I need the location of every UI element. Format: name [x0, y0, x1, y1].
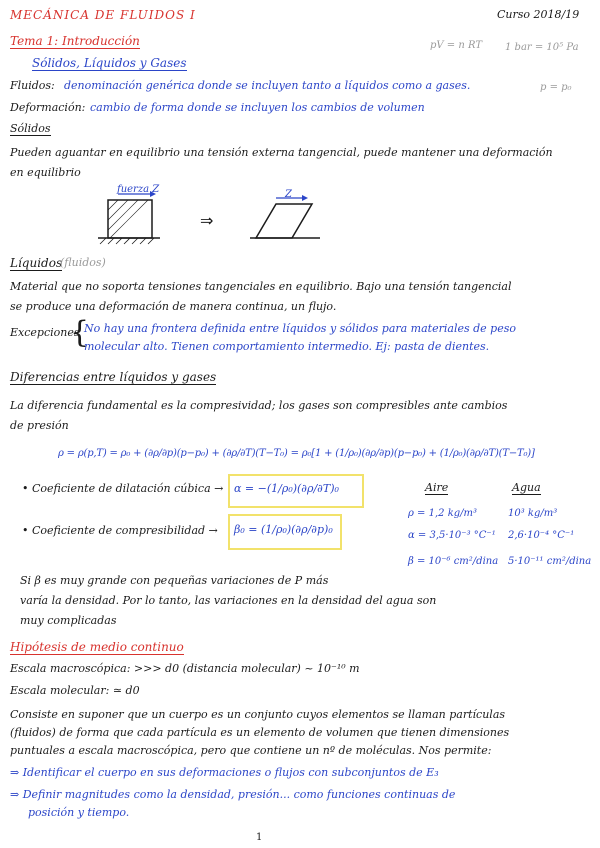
hipotesis-bullet-3: posición y tiempo. — [28, 806, 130, 819]
escala-macroscopica: Escala macroscópica: >>> d0 (distancia molecular) ~ 10⁻¹⁰ m — [10, 662, 360, 675]
alpha-agua: 2,6·10⁻⁴ °C⁻¹ — [508, 530, 575, 541]
hipotesis-paragraph-1: Consiste en suponer que un cuerpo es un conjunto cuyos elementos se llaman partículas — [10, 708, 506, 721]
alpha-equation: α = −(1/ρ₀)(∂ρ/∂T)₀ — [234, 482, 339, 495]
beta-paragraph-1: Si β es muy grande con pequeñas variaciones de P más — [20, 574, 329, 587]
diferencias-paragraph-1: La diferencia fundamental es la compresividad; los gases son compresibles ante cambios — [10, 399, 508, 412]
beta-label: • Coeficiente de compresibilidad → — [22, 524, 218, 537]
hipotesis-heading: Hipótesis de medio continuo — [10, 640, 184, 654]
rho-aire: ρ = 1,2 kg/m³ — [408, 508, 478, 519]
tema-title: Tema 1: Introducción — [10, 34, 140, 48]
liquidos-heading: Líquidos — [10, 256, 63, 270]
density-expansion-equation: ρ = ρ(p,T) = ρ₀ + (∂ρ/∂p)(p−p₀) + (∂ρ/∂T)(T−T₀) = ρ₀[1 + (1/ρ₀)(∂ρ/∂p)(p−p₀) + (1/ρ₀)(∂ρ/∂T)(T−T₀)] — [58, 448, 535, 459]
beta-equation: β₀ = (1/ρ₀)(∂ρ/∂p)₀ — [234, 523, 333, 536]
figure-label-left: fuerza Z — [117, 184, 160, 195]
beta-paragraph-3: muy complicadas — [20, 614, 117, 627]
col-aire: Aire — [425, 481, 449, 494]
corner-note-pv: pV = n RT — [430, 40, 483, 51]
solidos-heading: Sólidos — [10, 122, 51, 135]
corner-note-peq: p = p₀ — [540, 82, 572, 93]
beta-aire: β = 10⁻⁶ cm²/dina — [408, 556, 499, 567]
diferencias-paragraph-2: de presión — [10, 419, 69, 432]
hipotesis-bullet-2: ⇒ Definir magnitudes como la densidad, presión... como funciones continuas de — [10, 788, 456, 801]
beta-paragraph-2: varía la densidad. Por lo tanto, las variaciones en la densidad del agua son — [20, 594, 437, 607]
beta-agua: 5·10⁻¹¹ cm²/dina — [508, 556, 592, 567]
liquidos-paragraph-1: Material que no soporta tensiones tangenciales en equilibrio. Bajo una tensión tangencial — [10, 280, 512, 293]
alpha-label: • Coeficiente de dilatación cúbica → — [22, 482, 224, 495]
deformacion-definition: cambio de forma donde se incluyen los cambios de volumen — [90, 101, 425, 114]
solidos-paragraph-1: Pueden aguantar en equilibrio una tensión externa tangencial, puede mantener una deformación — [10, 146, 553, 159]
fluidos-definition: denominación genérica donde se incluyen tanto a líquidos como a gases. — [64, 79, 471, 92]
hipotesis-paragraph-2: (fluidos) de forma que cada partícula es un elemento de volumen que tienen dimensiones — [10, 726, 510, 739]
corner-note-bar: 1 bar = 10⁵ Pa — [505, 42, 579, 53]
hipotesis-bullet-1: ⇒ Identificar el cuerpo en sus deformaciones o flujos con subconjuntos de E₃ — [10, 766, 439, 779]
rho-agua: 10³ kg/m³ — [508, 508, 558, 519]
diferencias-heading: Diferencias entre líquidos y gases — [10, 370, 217, 384]
document-title: MECÁNICA DE FLUIDOS I — [10, 8, 196, 22]
liquidos-paragraph-2: se produce una deformación de manera continua, un flujo. — [10, 300, 337, 313]
excepcion-line-2: molecular alto. Tienen comportamiento intermedio. Ej: pasta de dientes. — [84, 340, 490, 353]
alpha-aire: α = 3,5·10⁻³ °C⁻¹ — [408, 530, 496, 541]
fluidos-term: Fluidos: — [10, 79, 55, 92]
brace-icon: { — [70, 315, 90, 350]
excepciones-term: Excepciones — [10, 326, 80, 339]
figure-label-right: Z — [285, 189, 292, 200]
page-number: 1 — [256, 832, 263, 843]
escala-molecular: Escala molecular: ≃ d0 — [10, 684, 140, 697]
col-agua: Agua — [512, 481, 541, 494]
liquidos-heading-note: (fluidos) — [60, 256, 106, 269]
deformacion-term: Deformación: — [10, 101, 86, 114]
svg-text:⇒: ⇒ — [200, 211, 214, 230]
excepcion-line-1: No hay una frontera definida entre líquidos y sólidos para materiales de peso — [84, 322, 516, 335]
solidos-paragraph-2: en equilibrio — [10, 166, 81, 179]
section-heading-states: Sólidos, Líquidos y Gases — [32, 56, 187, 70]
hipotesis-paragraph-3: puntuales a escala macroscópica, pero que contiene un nº de moléculas. Nos permite: — [10, 744, 492, 757]
course-year: Curso 2018/19 — [497, 8, 580, 21]
